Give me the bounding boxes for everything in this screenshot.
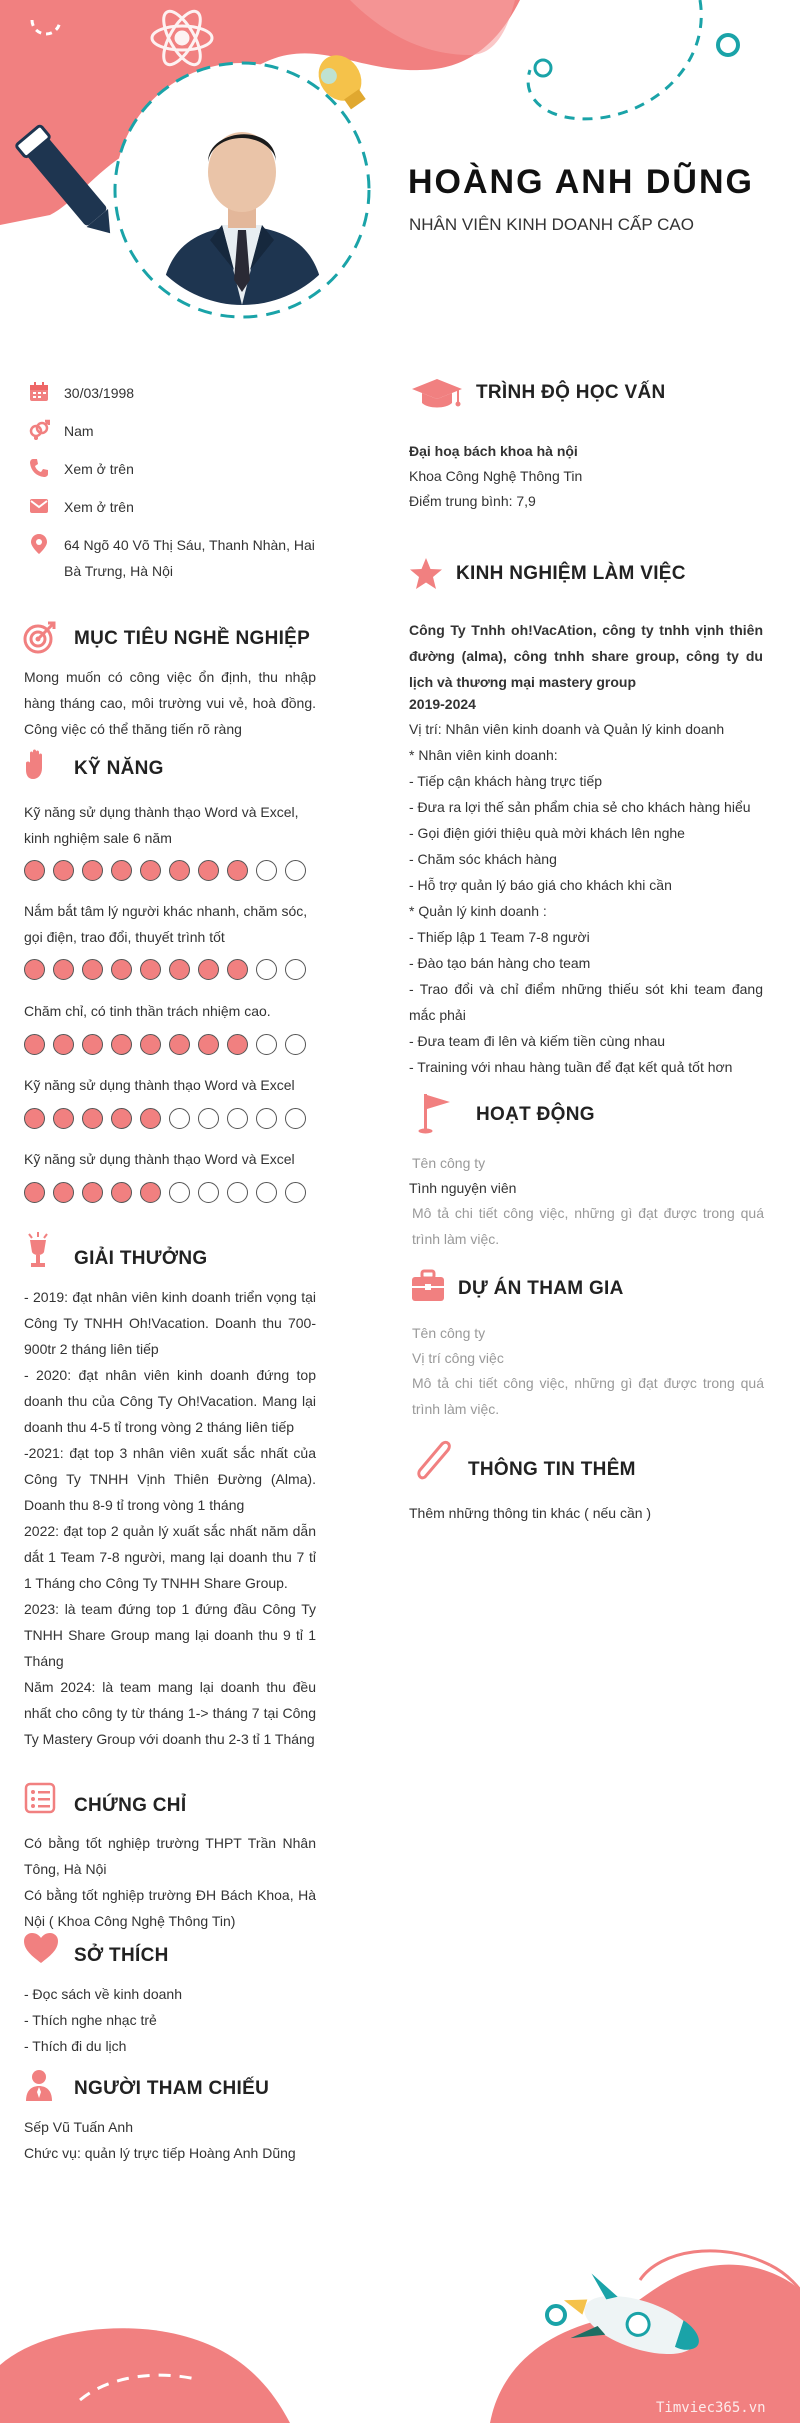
rating-dot-empty — [227, 1108, 248, 1129]
objective-text: Mong muốn có công việc ổn định, thu nhập hàng tháng cao, môi trường vui vẻ, hoà đồng. Công việc có thể thăng tiến rõ ràng — [24, 669, 316, 737]
rating-dot-filled — [198, 860, 219, 881]
skill-label: Chăm chỉ, có tinh thần trách nhiệm cao. — [24, 1003, 271, 1019]
rating-dot-empty — [256, 1108, 277, 1129]
rating-dot-filled — [227, 860, 248, 881]
heart-icon — [22, 1931, 60, 1965]
full-name: HOÀNG ANH DŨNG — [408, 163, 754, 201]
rating-dot-empty — [198, 1108, 219, 1129]
rating-dot-filled — [169, 1034, 190, 1055]
skill-label: Nắm bắt tâm lý người khác nhanh, chăm sóc, gọi điện, trao đổi, thuyết trình tốt — [24, 903, 308, 945]
skill-rating — [24, 1108, 306, 1129]
education-major: Khoa Công Nghệ Thông Tin — [409, 468, 583, 484]
rating-dot-filled — [82, 959, 103, 980]
rating-dot-empty — [227, 1182, 248, 1203]
experience-period: 2019-2024 — [409, 696, 476, 712]
graduation-cap-icon — [410, 375, 464, 411]
rating-dot-filled — [53, 1108, 74, 1129]
references-title: NGƯỜI THAM CHIẾU — [74, 2078, 270, 2099]
briefcase-icon — [410, 1269, 446, 1303]
address-value: 64 Ngõ 40 Võ Thị Sáu, Thanh Nhàn, Hai Bà Trưng, Hà Nội — [64, 537, 315, 579]
certificates-title: CHỨNG CHỈ — [74, 1795, 187, 1816]
activities-title: HOẠT ĐỘNG — [476, 1104, 595, 1125]
footer-decoration — [0, 2170, 800, 2423]
gender-value: Nam — [64, 423, 94, 439]
rating-dot-filled — [140, 860, 161, 881]
rating-dot-filled — [140, 1034, 161, 1055]
flag-icon — [418, 1092, 454, 1134]
projects-description[interactable]: Mô tả chi tiết công việc, những gì đạt được trong quá trình làm việc. — [412, 1375, 764, 1417]
info-phone — [28, 456, 134, 482]
skill-label: Kỹ năng sử dụng thành thạo Word và Excel — [24, 1077, 295, 1093]
rating-dot-filled — [24, 1182, 45, 1203]
hobbies-text: - Đọc sách về kinh doanh - Thích nghe nhạc trẻ - Thích đi du lịch — [24, 1986, 182, 2054]
rating-dot-filled — [82, 1182, 103, 1203]
star-icon — [408, 557, 444, 591]
rating-dot-filled — [169, 959, 190, 980]
awards-title: GIẢI THƯỞNG — [74, 1248, 208, 1269]
info-gender — [28, 418, 94, 444]
rating-dot-empty — [169, 1182, 190, 1203]
rating-dot-filled — [82, 1034, 103, 1055]
education-school: Đại hoạ bách khoa hà nội — [409, 443, 578, 459]
birthday-value: 30/03/1998 — [64, 385, 135, 401]
skill-rating — [24, 959, 306, 980]
rating-dot-filled — [140, 959, 161, 980]
rating-dot-empty — [285, 959, 306, 980]
rating-dot-filled — [140, 1182, 161, 1203]
skill-label: Kỹ năng sử dụng thành thạo Word và Excel, kinh nghiệm sale 6 năm — [24, 804, 299, 846]
person-icon — [24, 2068, 54, 2102]
target-icon — [22, 619, 58, 655]
rating-dot-filled — [53, 959, 74, 980]
rating-dot-filled — [111, 1182, 132, 1203]
rating-dot-filled — [24, 860, 45, 881]
info-address — [28, 532, 328, 584]
info-birthday — [28, 380, 134, 406]
watermark: Timviec365.vn — [656, 2400, 766, 2416]
rating-dot-empty — [169, 1108, 190, 1129]
rating-dot-filled — [53, 860, 74, 881]
location-pin-icon — [28, 533, 50, 555]
additional-title: THÔNG TIN THÊM — [468, 1459, 636, 1480]
hand-icon — [24, 748, 50, 782]
trophy-icon — [22, 1230, 54, 1270]
rating-dot-empty — [285, 1182, 306, 1203]
paperclip-icon — [412, 1440, 454, 1484]
calendar-icon — [28, 381, 50, 403]
avatar — [130, 80, 355, 305]
rating-dot-filled — [53, 1182, 74, 1203]
hobbies-title: SỞ THÍCH — [74, 1945, 169, 1966]
rating-dot-filled — [24, 1034, 45, 1055]
skill-rating — [24, 1034, 306, 1055]
rating-dot-filled — [227, 959, 248, 980]
rating-dot-empty — [256, 959, 277, 980]
awards-text: - 2019: đạt nhân viên kinh doanh triển vọng tại Công Ty TNHH Oh!Vacation. Doanh thu 700-900tr 2 tháng liên tiếp - 2020: đạt nhân viên kinh doanh đứng top doanh thu của Công Ty Oh!Vacation. Mang lại doanh thu 4-5 tỉ trong vòng 2 tháng liên tiếp -2021: đạt top 3 nhân viên xuất sắc nhất của Công Ty TNHH Vịnh Thiên Đường (Alma). Doanh thu 8-9 tỉ trong vòng 1 tháng 2022: đạt top 2 quản lý xuất sắc nhất năm dẫn dắt 1 Team 7-8 người, mang lại doanh thu 7 tỉ 1 Tháng cho Công Ty TNHH Share Group. 2023: là team đứng top 1 đứng đầu Công Ty TNHH Share Group mang lại doanh thu 9 tỉ 1 Tháng Năm 2024: là team mang lại doanh thu đều nhất cho công ty từ tháng 1-> tháng 7 tại Công Ty Mastery Group với doanh thu 2-3 tỉ 1 Tháng — [24, 1289, 316, 1747]
experience-company: Công Ty Tnhh oh!VacAtion, công ty tnhh vịnh thiên đường (alma), công tnhh share group, công ty du lịch và thương mại mastery group — [409, 622, 763, 690]
rating-dot-empty — [256, 1182, 277, 1203]
objective-title: MỤC TIÊU NGHỀ NGHIỆP — [74, 628, 311, 649]
email-icon — [28, 495, 50, 517]
activities-company[interactable]: Tên công ty — [412, 1155, 486, 1171]
rating-dot-empty — [285, 1108, 306, 1129]
rating-dot-filled — [140, 1108, 161, 1129]
rating-dot-empty — [198, 1182, 219, 1203]
rating-dot-empty — [256, 860, 277, 881]
rating-dot-empty — [285, 860, 306, 881]
rating-dot-filled — [111, 959, 132, 980]
certificates-text: Có bằng tốt nghiệp trường THPT Trần Nhân Tông, Hà Nội Có bằng tốt nghiệp trường ĐH Bách Khoa, Hà Nội ( Khoa Công Nghệ Thông Tin) — [24, 1835, 316, 1929]
skill-label: Kỹ năng sử dụng thành thạo Word và Excel — [24, 1151, 295, 1167]
skill-rating — [24, 1182, 306, 1203]
rating-dot-empty — [256, 1034, 277, 1055]
rating-dot-empty — [285, 1034, 306, 1055]
experience-title: KINH NGHIỆM LÀM VIỆC — [456, 563, 686, 584]
rating-dot-filled — [111, 1108, 132, 1129]
rating-dot-filled — [82, 860, 103, 881]
education-title: TRÌNH ĐỘ HỌC VẤN — [476, 382, 666, 403]
job-position: NHÂN VIÊN KINH DOANH CẤP CAO — [409, 215, 694, 234]
rating-dot-filled — [24, 1108, 45, 1129]
skill-rating — [24, 860, 306, 881]
activities-role: Tình nguyện viên — [409, 1180, 517, 1196]
rating-dot-filled — [111, 860, 132, 881]
skills-title: KỸ NĂNG — [74, 758, 164, 779]
activities-description[interactable]: Mô tả chi tiết công việc, những gì đạt được trong quá trình làm việc. — [412, 1205, 764, 1247]
certificate-list-icon — [24, 1782, 56, 1814]
references-text: Sếp Vũ Tuấn Anh Chức vụ: quản lý trực tiếp Hoàng Anh Dũng — [24, 2119, 296, 2161]
projects-company[interactable]: Tên công ty — [412, 1325, 486, 1341]
rating-dot-filled — [82, 1108, 103, 1129]
phone-icon — [28, 457, 50, 479]
email-value: Xem ở trên — [64, 499, 134, 515]
rating-dot-filled — [227, 1034, 248, 1055]
rating-dot-filled — [24, 959, 45, 980]
rating-dot-filled — [169, 860, 190, 881]
gender-icon — [28, 419, 50, 441]
rating-dot-filled — [198, 1034, 219, 1055]
rating-dot-filled — [53, 1034, 74, 1055]
rating-dot-filled — [111, 1034, 132, 1055]
projects-role[interactable]: Vị trí công việc — [412, 1350, 504, 1366]
education-gpa: Điểm trung bình: 7,9 — [409, 493, 536, 509]
phone-value: Xem ở trên — [64, 461, 134, 477]
additional-text: Thêm những thông tin khác ( nếu cần ) — [409, 1505, 652, 1521]
projects-title: DỰ ÁN THAM GIA — [458, 1278, 624, 1299]
rating-dot-filled — [198, 959, 219, 980]
experience-details: Vị trí: Nhân viên kinh doanh và Quản lý kinh doanh * Nhân viên kinh doanh: - Tiếp cận khách hàng trực tiếp - Đưa ra lợi thế sản phẩm chia sẻ cho khách hàng hiểu - Gọi điện giới thiệu quà mời khách lên nghe - Chăm sóc khách hàng - Hỗ trợ quản lý báo giá cho khách khi cần * Quản lý kinh doanh : - Thiếp lập 1 Team 7-8 người - Đào tạo bán hàng cho team - Trao đổi và chỉ điểm những thiếu sót khi team đang mắc phải - Đưa team đi lên và kiếm tiền cùng nhau - Training với nhau hàng tuần để đạt kết quả tốt hơn — [409, 721, 763, 1075]
info-email — [28, 494, 134, 520]
